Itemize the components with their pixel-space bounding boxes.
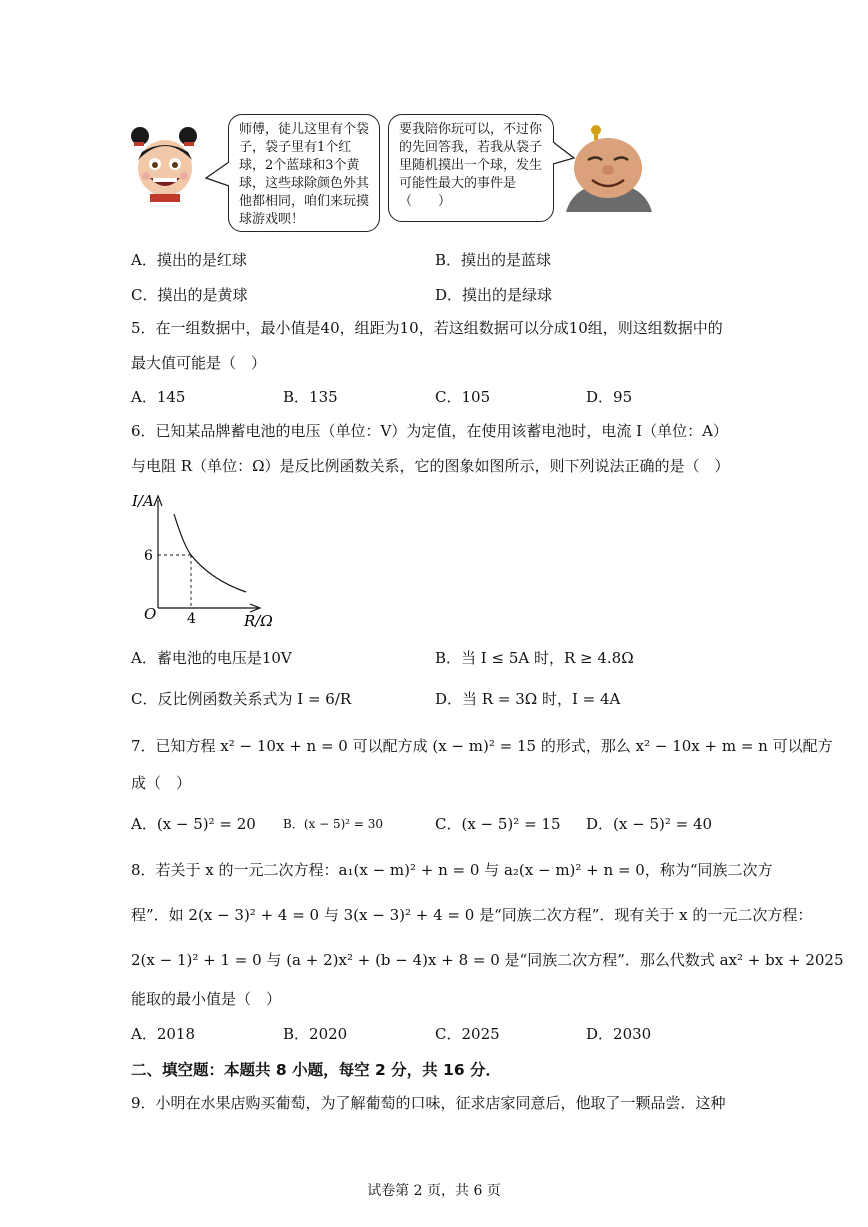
- q5-option-a: A．145: [131, 388, 186, 406]
- q8-option-c: C．2025: [435, 1025, 500, 1043]
- q6-graph-origin: O: [144, 605, 157, 623]
- q9-stem-line1: 9．小明在水果店购买葡萄，为了解葡萄的口味，征求店家同意后，他取了一颗品尝．这种: [131, 1094, 726, 1112]
- q4-option-b: B．摸出的是蓝球: [435, 251, 552, 269]
- section-heading-fill-blank: 二、填空题：本题共 8 小题，每空 2 分，共 16 分．: [131, 1061, 502, 1079]
- girl-speech-bubble: [228, 114, 380, 232]
- q6-option-d: D．当 R = 3Ω 时，I = 4A: [435, 690, 621, 708]
- q5-stem-line1: 5．在一组数据中，最小值是40，组距为10，若这组数据可以分成10组，则这组数据中的: [131, 319, 723, 337]
- q4-option-a: A．摸出的是红球: [131, 251, 247, 269]
- q8-stem-line2: 程”．如 2(x − 3)² + 4 = 0 与 3(x − 3)² + 4 = 0 是“同族二次方程”．现有关于 x 的一元二次方程：: [131, 906, 813, 924]
- q6-option-a: A．蓄电池的电压是10V: [131, 649, 292, 667]
- q6-graph-xlabel: R/Ω: [244, 612, 273, 630]
- q6-option-b: B．当 I ≤ 5A 时，R ≥ 4.8Ω: [435, 649, 634, 667]
- q5-option-d: D．95: [586, 388, 633, 406]
- page-footer: 试卷第 2 页，共 6 页: [367, 1183, 501, 1199]
- q6-stem-line1: 6．已知某品牌蓄电池的电压（单位：V）为定值，在使用该蓄电池时，电流 I（单位：A）: [131, 422, 728, 440]
- q8-stem-line3: 2(x − 1)² + 1 = 0 与 (a + 2)x² + (b − 4)x + 8 = 0 是“同族二次方程”．那么代数式 ax² + bx + 2025: [131, 951, 844, 969]
- girl-speech-text: 师傅，徒儿这里有个袋子，袋子里有1个红球，2个蓝球和3个黄球，这些球除颜色外其他都相同，咱们来玩摸球游戏呗！: [239, 122, 370, 227]
- monk-speech-bubble: [388, 114, 554, 222]
- q6-graph-ytick: 6: [144, 548, 153, 564]
- q6-stem-line2: 与电阻 R（单位：Ω）是反比例函数关系，它的图象如图所示，则下列说法正确的是（ ）: [131, 457, 730, 475]
- q7-option-b: B．(x − 5)² = 30: [283, 817, 384, 831]
- q8-stem-line4: 能取的最小值是（ ）: [131, 990, 282, 1008]
- q5-stem-line2: 最大值可能是（ ）: [131, 354, 267, 372]
- q6-inverse-function-graph: [126, 488, 276, 630]
- q6-graph-ylabel: I/A: [132, 492, 154, 510]
- q7-option-d: D．(x − 5)² = 40: [586, 815, 713, 833]
- q6-graph-xtick: 4: [187, 611, 196, 627]
- q6-option-c: C．反比例函数关系式为 I = 6/R: [131, 690, 352, 708]
- q4-option-d: D．摸出的是绿球: [435, 286, 553, 304]
- girl-character-illustration: [128, 124, 202, 202]
- q5-option-c: C．105: [435, 388, 491, 406]
- q8-option-b: B．2020: [283, 1025, 348, 1043]
- q4-option-c: C．摸出的是黄球: [131, 286, 248, 304]
- q8-option-d: D．2030: [586, 1025, 652, 1043]
- q5-option-b: B．135: [283, 388, 338, 406]
- q8-option-a: A．2018: [131, 1025, 196, 1043]
- q7-stem-line1: 7．已知方程 x² − 10x + n = 0 可以配方成 (x − m)² = 15 的形式，那么 x² − 10x + m = n 可以配方: [131, 737, 833, 755]
- q7-option-a: A．(x − 5)² = 20: [131, 815, 256, 833]
- q7-option-c: C．(x − 5)² = 15: [435, 815, 561, 833]
- q8-stem-line1: 8．若关于 x 的一元二次方程：a₁(x − m)² + n = 0 与 a₂(x − m)² + n = 0，称为“同族二次方: [131, 861, 773, 879]
- monk-speech-text: 要我陪你玩可以，不过你的先回答我，若我从袋子里随机摸出一个球，发生可能性最大的事件是（ ）: [399, 122, 543, 209]
- girl-bubble-tail: [204, 160, 230, 190]
- q7-stem-line2: 成（ ）: [131, 774, 192, 792]
- monk-character-illustration: [566, 122, 652, 212]
